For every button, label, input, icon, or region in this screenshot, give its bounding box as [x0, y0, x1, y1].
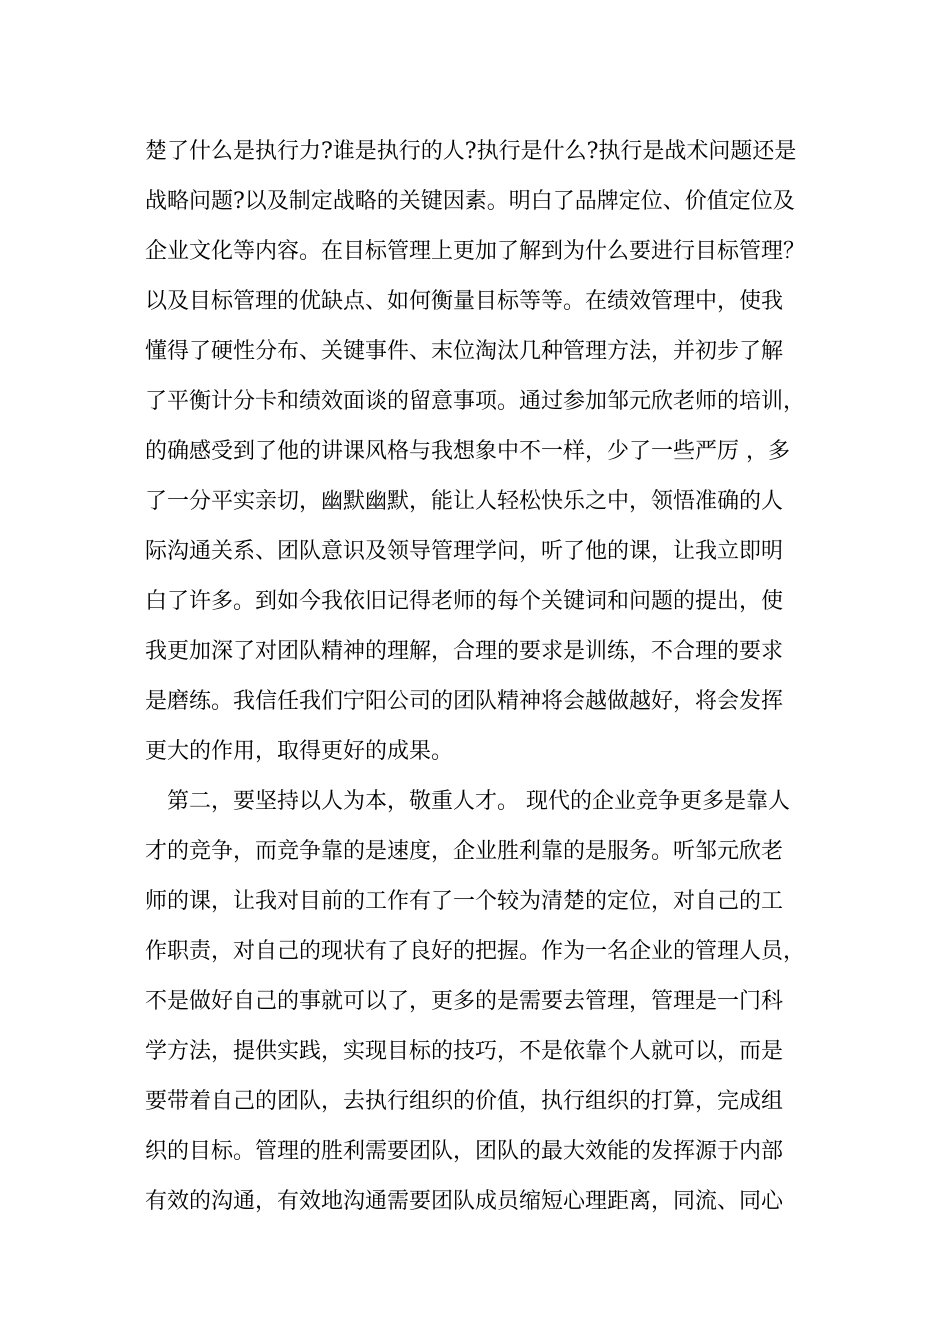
text-line: 有效的沟通，有效地沟通需要团队成员缩短心理距离，同流、同心 [145, 1189, 784, 1214]
text-line: 了平衡计分卡和绩效面谈的留意事项。通过参加邹元欣老师的培训， [145, 389, 806, 414]
text-line: 企业文化等内容。在目标管理上更加了解到为什么要进行目标管理？ [145, 239, 806, 264]
text-line: 楚了什么是执行力?谁是执行的人?执行是什么?执行是战术问题还是 [145, 139, 797, 164]
text-line: 懂得了硬性分布、关键事件、末位淘汰几种管理方法，并初步了解 [145, 339, 784, 364]
text-line: 更大的作用，取得更好的成果。 [145, 739, 454, 764]
text-line: 了一分平实亲切，幽默幽默，能让人轻松快乐之中，领悟准确的人 [145, 489, 784, 514]
text-line: 战略问题?以及制定战略的关键因素。明白了品牌定位、价值定位及 [145, 189, 795, 214]
text-line: 才的竞争，而竞争靠的是速度，企业胜利靠的是服务。听邹元欣老 [145, 839, 784, 864]
text-line: 是磨练。我信任我们宁阳公司的团队精神将会越做越好，将会发挥 [145, 689, 784, 714]
text-line: 师的课，让我对目前的工作有了一个较为清楚的定位，对自己的工 [145, 889, 784, 914]
text-line: 的确感受到了他的讲课风格与我想象中不一样，少了一些严厉 ，多 [145, 439, 790, 464]
text-line: 织的目标。管理的胜利需要团队，团队的最大效能的发挥源于内部 [145, 1139, 784, 1164]
body-text [145, 127, 845, 1227]
text-line: 际沟通关系、团队意识及领导管理学问，听了他的课，让我立即明 [145, 539, 784, 564]
text-line: 我更加深了对团队精神的理解，合理的要求是训练，不合理的要求 [145, 639, 784, 664]
text-line: 以及目标管理的优缺点、如何衡量目标等等。在绩效管理中，使我 [145, 289, 784, 314]
text-line: 白了许多。到如今我依旧记得老师的每个关键词和问题的提出，使 [145, 589, 784, 614]
text-line: 学方法，提供实践，实现目标的技巧，不是依靠个人就可以，而是 [145, 1039, 784, 1064]
text-line: 不是做好自己的事就可以了，更多的是需要去管理，管理是一门科 [145, 989, 784, 1014]
text-line: 作职责，对自己的现状有了良好的把握。作为一名企业的管理人员， [145, 939, 806, 964]
text-line: 要带着自己的团队，去执行组织的价值，执行组织的打算，完成组 [145, 1089, 784, 1114]
text-line: 第二，要坚持以人为本，敬重人才。 现代的企业竞争更多是靠人 [167, 789, 790, 814]
